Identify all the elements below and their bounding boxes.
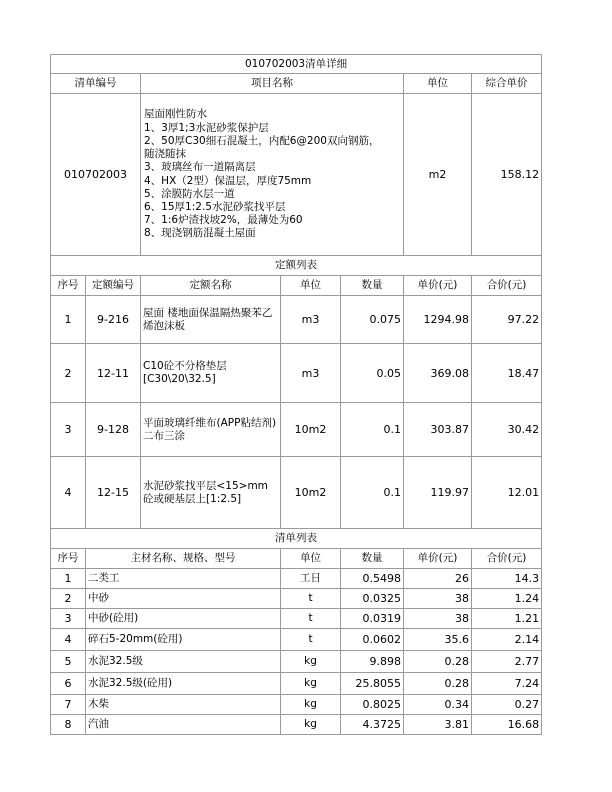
material-price: 3.81 <box>404 715 472 735</box>
material-unit: 工日 <box>281 569 341 589</box>
material-qty: 25.8055 <box>341 673 404 695</box>
quota-name <box>141 457 281 529</box>
header-price: 综合单价 <box>472 74 542 94</box>
desc-line: 7、1:6炉渣找坡2%，最薄处为60 <box>144 214 303 227</box>
desc-line: 2、50厚C30细石混凝土，内配6@200双向钢筋， <box>144 134 380 147</box>
material-no: 2 <box>51 589 86 609</box>
quota-header-price: 单价(元) <box>404 276 472 296</box>
desc-line: 1、3厚1;3水泥砂浆保护层 <box>144 121 269 134</box>
material-price: 0.28 <box>404 673 472 695</box>
header-code: 清单编号 <box>51 74 141 94</box>
quota-total: 97.22 <box>472 296 542 344</box>
quota-name-line: 二布三涂 <box>143 429 185 442</box>
quota-total: 12.01 <box>472 457 542 529</box>
material-header-total: 合价(元) <box>472 549 542 569</box>
material-row <box>51 715 542 735</box>
material-header-no: 序号 <box>51 549 86 569</box>
material-no: 1 <box>51 569 86 589</box>
table-title: 010702003清单详细 <box>51 55 542 74</box>
material-price: 38 <box>404 589 472 609</box>
material-unit: kg <box>281 695 341 715</box>
material-unit: kg <box>281 673 341 695</box>
quota-unit: 10m2 <box>281 457 341 529</box>
quota-code: 9-128 <box>86 403 141 457</box>
quota-qty: 0.075 <box>341 296 404 344</box>
desc-line: 3、玻璃丝布一道隔离层 <box>144 161 256 174</box>
quota-no: 2 <box>51 344 86 403</box>
quota-name-line: 烯泡沫板 <box>143 319 185 332</box>
material-unit: t <box>281 609 341 629</box>
material-qty: 0.0602 <box>341 629 404 651</box>
material-price: 26 <box>404 569 472 589</box>
material-unit: t <box>281 589 341 609</box>
quota-name-line: [C30\20\32.5] <box>143 373 216 385</box>
quota-code: 12-11 <box>86 344 141 403</box>
header-name: 项目名称 <box>141 74 404 94</box>
quota-unit: m3 <box>281 344 341 403</box>
desc-line: 6、15厚1:2.5水泥砂浆找平层 <box>144 200 286 213</box>
material-name: 碎石5-20mm(砼用) <box>86 629 281 651</box>
material-no: 7 <box>51 695 86 715</box>
material-name: 木柴 <box>86 695 281 715</box>
quota-name-line: 屋面 楼地面保温隔热聚苯乙 <box>143 306 273 319</box>
material-unit: kg <box>281 651 341 673</box>
material-qty: 0.5498 <box>341 569 404 589</box>
quota-unit: 10m2 <box>281 403 341 457</box>
material-name: 中砂 <box>86 589 281 609</box>
quota-header-qty: 数量 <box>341 276 404 296</box>
quota-name-line: 水泥砂浆找平层<15>mm <box>143 479 268 492</box>
material-name: 汽油 <box>86 715 281 735</box>
material-total: 14.3 <box>472 569 542 589</box>
quota-row <box>51 296 542 344</box>
material-header-unit: 单位 <box>281 549 341 569</box>
material-header-name: 主材名称、规格、型号 <box>86 549 281 569</box>
material-qty: 0.0325 <box>341 589 404 609</box>
quota-name-line: 平面玻璃纤维布(APP粘结剂) <box>143 416 277 429</box>
quota-header-unit: 单位 <box>281 276 341 296</box>
material-total: 2.14 <box>472 629 542 651</box>
quota-header-code: 定额编号 <box>86 276 141 296</box>
quota-row <box>51 403 542 457</box>
material-name: 中砂(砼用) <box>86 609 281 629</box>
header-unit: 单位 <box>404 74 472 94</box>
item-price: 158.12 <box>472 94 542 256</box>
material-total: 16.68 <box>472 715 542 735</box>
material-section-title: 清单列表 <box>51 529 542 549</box>
quota-no: 1 <box>51 296 86 344</box>
item-code: 010702003 <box>51 94 141 256</box>
material-row <box>51 609 542 629</box>
quota-name-line: C10砼不分格垫层 <box>143 360 227 372</box>
bill-detail-table <box>50 54 542 735</box>
material-name: 二类工 <box>86 569 281 589</box>
quota-name <box>141 403 281 457</box>
material-no: 5 <box>51 651 86 673</box>
material-qty: 0.0319 <box>341 609 404 629</box>
material-row <box>51 673 542 695</box>
desc-line: 4、HX（2型）保温层，厚度75mm <box>144 174 312 187</box>
quota-header-no: 序号 <box>51 276 86 296</box>
material-price: 38 <box>404 609 472 629</box>
quota-code: 12-15 <box>86 457 141 529</box>
quota-qty: 0.05 <box>341 344 404 403</box>
material-row <box>51 695 542 715</box>
quota-price: 119.97 <box>404 457 472 529</box>
quota-no: 3 <box>51 403 86 457</box>
item-description <box>141 94 404 256</box>
desc-line: 8、现浇钢筋混凝土屋面 <box>144 227 256 240</box>
material-header-price: 单价(元) <box>404 549 472 569</box>
material-name: 水泥32.5级 <box>86 651 281 673</box>
material-price: 0.28 <box>404 651 472 673</box>
material-total: 2.77 <box>472 651 542 673</box>
material-no: 4 <box>51 629 86 651</box>
quota-row <box>51 344 542 403</box>
quota-total: 30.42 <box>472 403 542 457</box>
quota-name-line: 砼或硬基层上[1:2.5] <box>143 492 242 505</box>
material-no: 3 <box>51 609 86 629</box>
quota-name <box>141 344 281 403</box>
quota-header-total: 合价(元) <box>472 276 542 296</box>
quota-code: 9-216 <box>86 296 141 344</box>
material-total: 0.27 <box>472 695 542 715</box>
quota-no: 4 <box>51 457 86 529</box>
item-unit: m2 <box>404 94 472 256</box>
material-no: 8 <box>51 715 86 735</box>
material-qty: 9.898 <box>341 651 404 673</box>
quota-unit: m3 <box>281 296 341 344</box>
desc-line: 屋面刚性防水 <box>144 108 207 121</box>
quota-section-title: 定额列表 <box>51 256 542 276</box>
material-row <box>51 569 542 589</box>
material-price: 35.6 <box>404 629 472 651</box>
desc-line: 随浇随抹 <box>144 148 186 161</box>
quota-qty: 0.1 <box>341 457 404 529</box>
material-row <box>51 629 542 651</box>
material-header-qty: 数量 <box>341 549 404 569</box>
material-name: 水泥32.5级(砼用) <box>86 673 281 695</box>
quota-qty: 0.1 <box>341 403 404 457</box>
desc-line: 5、涂膜防水层一道 <box>144 187 235 200</box>
material-row <box>51 589 542 609</box>
quota-total: 18.47 <box>472 344 542 403</box>
material-qty: 0.8025 <box>341 695 404 715</box>
material-unit: t <box>281 629 341 651</box>
material-total: 1.21 <box>472 609 542 629</box>
material-unit: kg <box>281 715 341 735</box>
material-row <box>51 651 542 673</box>
material-total: 1.24 <box>472 589 542 609</box>
quota-name <box>141 296 281 344</box>
quota-row <box>51 457 542 529</box>
quota-price: 369.08 <box>404 344 472 403</box>
material-price: 0.34 <box>404 695 472 715</box>
quota-price: 1294.98 <box>404 296 472 344</box>
material-no: 6 <box>51 673 86 695</box>
quota-price: 303.87 <box>404 403 472 457</box>
material-qty: 4.3725 <box>341 715 404 735</box>
material-total: 7.24 <box>472 673 542 695</box>
quota-header-name: 定额名称 <box>141 276 281 296</box>
